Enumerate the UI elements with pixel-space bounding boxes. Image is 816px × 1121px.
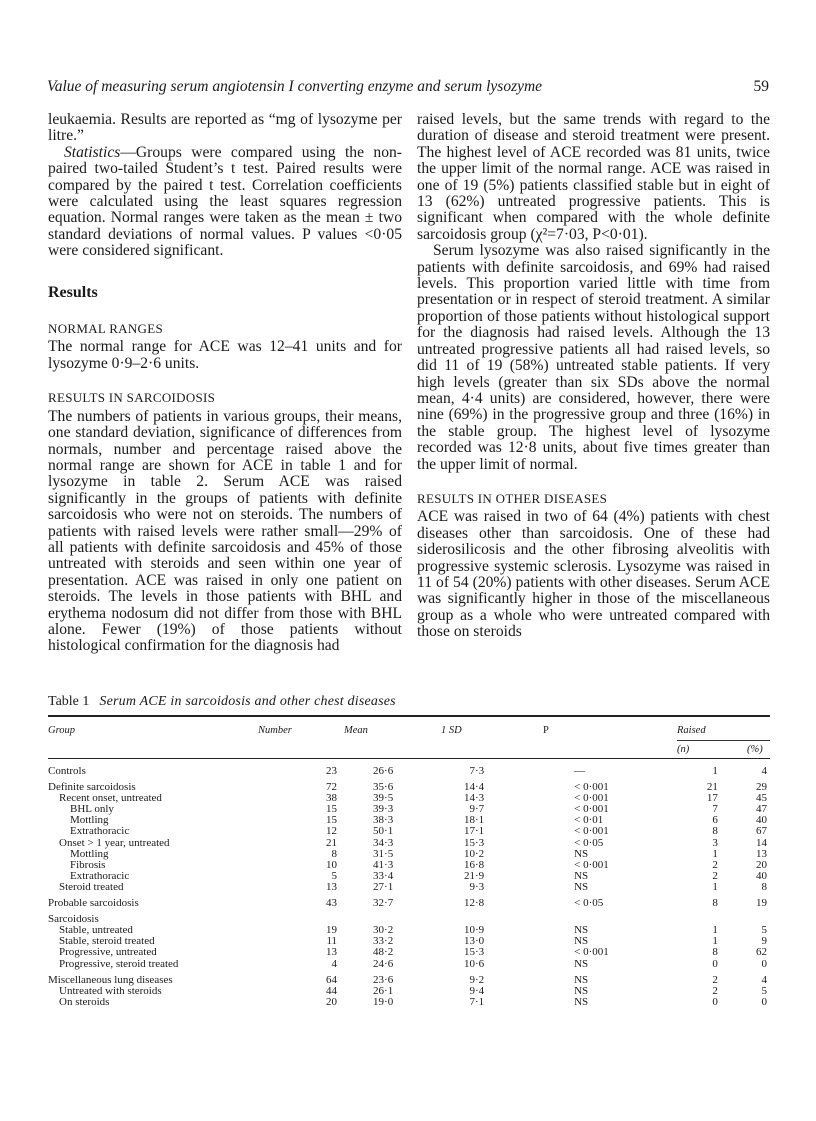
cell-raised-pct: 62 <box>756 946 767 959</box>
cell-sd: 13·0 <box>463 935 485 948</box>
cell-p: NS <box>574 924 589 937</box>
cell-raised-pct: 29 <box>756 781 767 794</box>
cell-mean: 39·3 <box>373 803 394 816</box>
table-top-rule <box>48 715 770 717</box>
cell-raised-n: 0 <box>712 995 718 1008</box>
cell-mean: 23·6 <box>373 973 394 986</box>
cell-number: 5 <box>331 869 338 882</box>
table-row <box>48 997 770 1008</box>
cell-p: — <box>574 765 586 777</box>
cell-group: Stable, untreated <box>59 924 133 937</box>
table-header-rule <box>48 758 770 759</box>
cell-group: On steroids <box>59 995 110 1008</box>
cell-raised-n: 3 <box>712 836 718 849</box>
cell-raised-pct: 40 <box>756 869 767 882</box>
normal-ranges-heading: NORMAL RANGES <box>48 321 164 337</box>
cell-p: NS <box>574 995 589 1008</box>
cell-sd: 15·3 <box>463 836 485 849</box>
cell-raised-n: 2 <box>712 858 718 871</box>
column-header-raised: Raised <box>677 725 706 736</box>
other-diseases-heading: RESULTS IN OTHER DISEASES <box>417 490 608 506</box>
table-row <box>48 826 770 837</box>
cell-group: Onset > 1 year, untreated <box>59 836 170 849</box>
cell-number: 15 <box>326 814 338 827</box>
right-column <box>417 112 770 641</box>
table-caption <box>48 694 396 710</box>
cell-raised-pct: 67 <box>756 825 767 838</box>
cell-group: Mottling <box>70 847 109 860</box>
cell-sd: 14·3 <box>463 792 485 805</box>
table-row <box>48 804 770 815</box>
cell-p: NS <box>574 880 589 893</box>
cell-raised-n: 21 <box>706 781 718 794</box>
table-row <box>48 882 770 893</box>
table-row <box>48 766 770 777</box>
cell-raised-pct: 9 <box>761 935 767 948</box>
cell-sd <box>446 909 574 925</box>
cell-raised-pct: 13 <box>756 847 767 860</box>
cell-mean: 33·2 <box>373 935 394 948</box>
cell-number: 10 <box>326 858 338 871</box>
cell-group: Untreated with steroids <box>59 984 162 997</box>
column-header-raised-pct: (%) <box>747 744 763 755</box>
cell-p: NS <box>574 869 589 882</box>
cell-number: 23 <box>326 765 338 777</box>
cell-raised-pct: 8 <box>761 880 767 893</box>
column-header-raised-n: (n) <box>677 744 690 755</box>
cell-sd: 18·1 <box>463 814 485 827</box>
cell-group: Progressive, untreated <box>59 946 157 959</box>
cell-raised-n: 1 <box>712 935 718 948</box>
cell-mean: 50·1 <box>373 825 394 838</box>
cell-number: 44 <box>326 984 338 997</box>
cell-sd: 9·3 <box>469 880 485 893</box>
cell-p: < 0·001 <box>574 792 609 805</box>
cell-mean: 24·6 <box>373 957 394 970</box>
left-column <box>48 112 402 655</box>
cell-number: 43 <box>326 897 338 910</box>
cell-p: < 0·001 <box>574 946 609 959</box>
cell-p: < 0·01 <box>574 814 604 827</box>
cell-sd: 9·2 <box>469 973 485 986</box>
cell-raised-pct: 20 <box>756 858 767 871</box>
statistics-text: —Groups were compared using the non-paired two-tailed Student’s t test. Paired results were compared by the paired t test. Correlation coefficients were calculated using the least squares regression equation. Normal ranges were taken as the mean ± two standard deviations of normal values. P values <0·05 were considered significant. <box>48 143 402 260</box>
table-row <box>48 838 770 849</box>
cell-group: Miscellaneous lung diseases <box>48 973 173 986</box>
table-row <box>48 815 770 826</box>
cell-group: Definite sarcoidosis <box>48 781 136 794</box>
cell-mean: 48·2 <box>373 946 394 959</box>
cell-raised-pct: 0 <box>761 957 767 970</box>
cell-p: < 0·05 <box>574 836 604 849</box>
cell-raised-pct: 4 <box>761 765 767 777</box>
cell-number: 15 <box>326 803 338 816</box>
cell-number: 11 <box>326 935 338 948</box>
table-row <box>48 925 770 936</box>
cell-raised-n: 1 <box>712 880 718 893</box>
cell-number: 12 <box>326 825 338 838</box>
cell-mean: 30·2 <box>373 924 394 937</box>
cell-mean: 35·6 <box>373 781 394 794</box>
cell-p: < 0·001 <box>574 858 609 871</box>
cell-p: NS <box>574 957 589 970</box>
cell-raised-n: 2 <box>712 984 718 997</box>
cell-sd: 21·9 <box>463 869 485 882</box>
cell-group: Progressive, steroid treated <box>59 957 179 970</box>
table-row <box>48 970 770 986</box>
paragraph-lysozyme-units: leukaemia. Results are reported as “mg of lysozyme per litre.” <box>48 111 402 145</box>
cell-sd: 9·4 <box>469 984 485 997</box>
table-1 <box>48 766 770 1008</box>
cell-raised-n: 1 <box>712 847 718 860</box>
cell-p: NS <box>574 935 589 948</box>
cell-raised-pct: 40 <box>756 814 767 827</box>
cell-number: 21 <box>326 836 338 849</box>
paragraph-ace-levels: raised levels, but the same trends with regard to the duration of disease and steroid treatment were present. The highest level of ACE recorded was 81 units, twice the upper limit of the normal range. ACE was raised in one of 19 (5%) patients classified stable but in eight of 13 (62%) untreated progressive patients. This is significant when compared with the whole definite sarcoidosis group (χ²=7·03, P<0·01). <box>417 111 770 243</box>
cell-p: NS <box>574 984 589 997</box>
cell-mean: 26·1 <box>373 984 394 997</box>
cell-sd: 17·1 <box>463 825 485 838</box>
column-header-number: Number <box>258 725 292 736</box>
cell-p <box>574 909 689 925</box>
cell-sd: 10·6 <box>463 957 485 970</box>
cell-number: 20 <box>326 995 338 1008</box>
table-row <box>48 793 770 804</box>
cell-raised-n <box>689 909 718 925</box>
cell-number <box>290 909 373 925</box>
cell-raised-n: 1 <box>712 924 718 937</box>
paragraph-results-sarcoidosis: The numbers of patients in various groups, their means, one standard deviation, significance of differences from normals, number and percentage raised above the normal range are shown for ACE in table 1 and for lysozyme in table 2. Serum ACE was raised significantly in the groups of patients with definite sarcoidosis who were not on steroids. The numbers of patients with raised levels were rather small—29% of all patients with definite sarcoidosis and 45% of those untreated with steroids and seen within one year of presentation. ACE was raised in only one patient on steroids. The levels in those patients with BHL and erythema nodosum did not differ from those with BHL alone. Fewer (19%) of those patients without histological confirmation for the diagnosis had <box>48 407 402 655</box>
table-row <box>48 909 770 925</box>
cell-mean: 34·3 <box>373 836 394 849</box>
cell-mean: 32·7 <box>373 897 394 910</box>
cell-group: Extrathoracic <box>70 825 130 838</box>
table-row <box>48 986 770 997</box>
cell-sd: 9·7 <box>469 803 485 816</box>
paragraph-statistics <box>48 145 402 260</box>
cell-group: Recent onset, untreated <box>59 792 162 805</box>
table-row <box>48 860 770 871</box>
cell-mean: 19·0 <box>373 995 394 1008</box>
page-number: 59 <box>753 78 769 95</box>
column-header-p: P <box>543 725 549 736</box>
cell-mean: 26·6 <box>373 765 394 777</box>
cell-sd: 12·8 <box>463 897 485 910</box>
table-row <box>48 777 770 793</box>
cell-raised-n: 17 <box>706 792 718 805</box>
cell-mean: 33·4 <box>373 869 394 882</box>
table-row <box>48 893 770 909</box>
cell-number: 4 <box>331 957 338 970</box>
cell-raised-pct: 0 <box>761 995 767 1008</box>
cell-raised-pct: 14 <box>756 836 767 849</box>
cell-group: Probable sarcoidosis <box>48 897 139 910</box>
cell-number: 13 <box>326 946 338 959</box>
column-header-group: Group <box>48 725 76 736</box>
cell-sd: 16·8 <box>463 858 485 871</box>
cell-raised-n: 8 <box>712 946 718 959</box>
cell-mean <box>373 909 446 925</box>
cell-raised-pct: 47 <box>756 803 767 816</box>
cell-mean: 39·5 <box>373 792 394 805</box>
raised-span-rule <box>677 740 770 741</box>
cell-p: < 0·001 <box>574 803 609 816</box>
cell-raised-n: 8 <box>712 897 718 910</box>
cell-raised-pct: 19 <box>756 897 767 910</box>
cell-number: 38 <box>326 792 338 805</box>
cell-sd: 14·4 <box>463 781 485 794</box>
cell-p: < 0·001 <box>574 825 609 838</box>
cell-group: Steroid treated <box>59 880 124 893</box>
table-label: Table 1 <box>48 694 90 709</box>
cell-group: Sarcoidosis <box>48 913 99 926</box>
cell-p: NS <box>574 847 589 860</box>
table-row <box>48 871 770 882</box>
cell-mean: 31·5 <box>373 847 394 860</box>
cell-raised-pct: 4 <box>761 973 767 986</box>
cell-raised-n: 6 <box>712 814 718 827</box>
cell-raised-n: 7 <box>712 803 718 816</box>
cell-number: 8 <box>331 847 338 860</box>
cell-raised-pct: 5 <box>761 984 767 997</box>
paragraph-lysozyme-levels: Serum lysozyme was also raised significantly in the patients with definite sarcoidosis, and 69% had raised levels. This proportion varied little with time from presentation or in respect of steroid treatment. A similar proportion of those patients without histological support for the diagnosis had raised levels. Although the 13 untreated progressive patients all had raised levels, so did 11 of 19 (58%) untreated stable patients. If very high levels (greater than six SDs above the normal mean, 4·4 units) are considered, however, there were nine (69%) in the progressive group and three (16%) in the stable group. The highest level of lysozyme recorded was 12·8 units, about five times greater than the upper limit of normal. <box>417 242 770 473</box>
cell-p: < 0·05 <box>574 897 604 910</box>
cell-sd: 7·1 <box>469 995 485 1008</box>
cell-mean: 41·3 <box>373 858 394 871</box>
cell-number: 64 <box>326 973 338 986</box>
cell-sd: 10·2 <box>463 847 485 860</box>
cell-mean: 27·1 <box>373 880 394 893</box>
running-title: Value of measuring serum angiotensin I converting enzyme and serum lysozyme <box>47 78 543 95</box>
cell-group: Mottling <box>70 814 109 827</box>
column-header-mean: Mean <box>344 725 368 736</box>
cell-raised-n: 8 <box>712 825 718 838</box>
cell-sd: 7·3 <box>469 765 485 777</box>
paragraph-other-diseases: ACE was raised in two of 64 (4%) patients with chest diseases other than sarcoidosis. One of these had siderosilicosis and the other fibrosing alveolitis with progressive systemic sclerosis. Lysozyme was raised in 11 of 54 (20%) patients with other diseases. Serum ACE was significantly higher in those of the miscellaneous group as a whole who were untreated compared with those on steroids <box>417 508 770 641</box>
cell-group: Fibrosis <box>70 858 106 871</box>
table-row <box>48 947 770 958</box>
results-sarcoidosis-heading: RESULTS IN SARCOIDOSIS <box>48 390 216 406</box>
cell-group: Extrathoracic <box>70 869 130 882</box>
cell-p: NS <box>574 973 589 986</box>
cell-group: Stable, steroid treated <box>59 935 155 948</box>
cell-raised-n: 1 <box>712 765 718 777</box>
table-row <box>48 959 770 970</box>
cell-number: 19 <box>326 924 338 937</box>
cell-number: 72 <box>326 781 338 794</box>
paragraph-normal-ranges: The normal range for ACE was 12–41 units and for lysozyme 0·9–2·6 units. <box>48 338 402 372</box>
cell-raised-n: 2 <box>712 869 718 882</box>
cell-raised-pct: 45 <box>756 792 767 805</box>
cell-raised-pct: 5 <box>761 924 767 937</box>
table-row <box>48 849 770 860</box>
cell-p: < 0·001 <box>574 781 609 794</box>
results-heading: Results <box>48 283 98 301</box>
cell-number: 13 <box>326 880 338 893</box>
cell-raised-n: 2 <box>712 973 718 986</box>
cell-sd: 15·3 <box>463 946 485 959</box>
cell-group: Controls <box>48 765 86 777</box>
table-title: Serum ACE in sarcoidosis and other chest diseases <box>99 694 396 709</box>
cell-group: BHL only <box>70 803 114 816</box>
cell-mean: 38·3 <box>373 814 394 827</box>
column-header-sd: 1 SD <box>441 725 462 736</box>
cell-raised-n: 0 <box>712 957 718 970</box>
cell-raised-pct <box>718 909 770 925</box>
cell-sd: 10·9 <box>463 924 485 937</box>
statistics-label: Statistics <box>64 143 121 161</box>
